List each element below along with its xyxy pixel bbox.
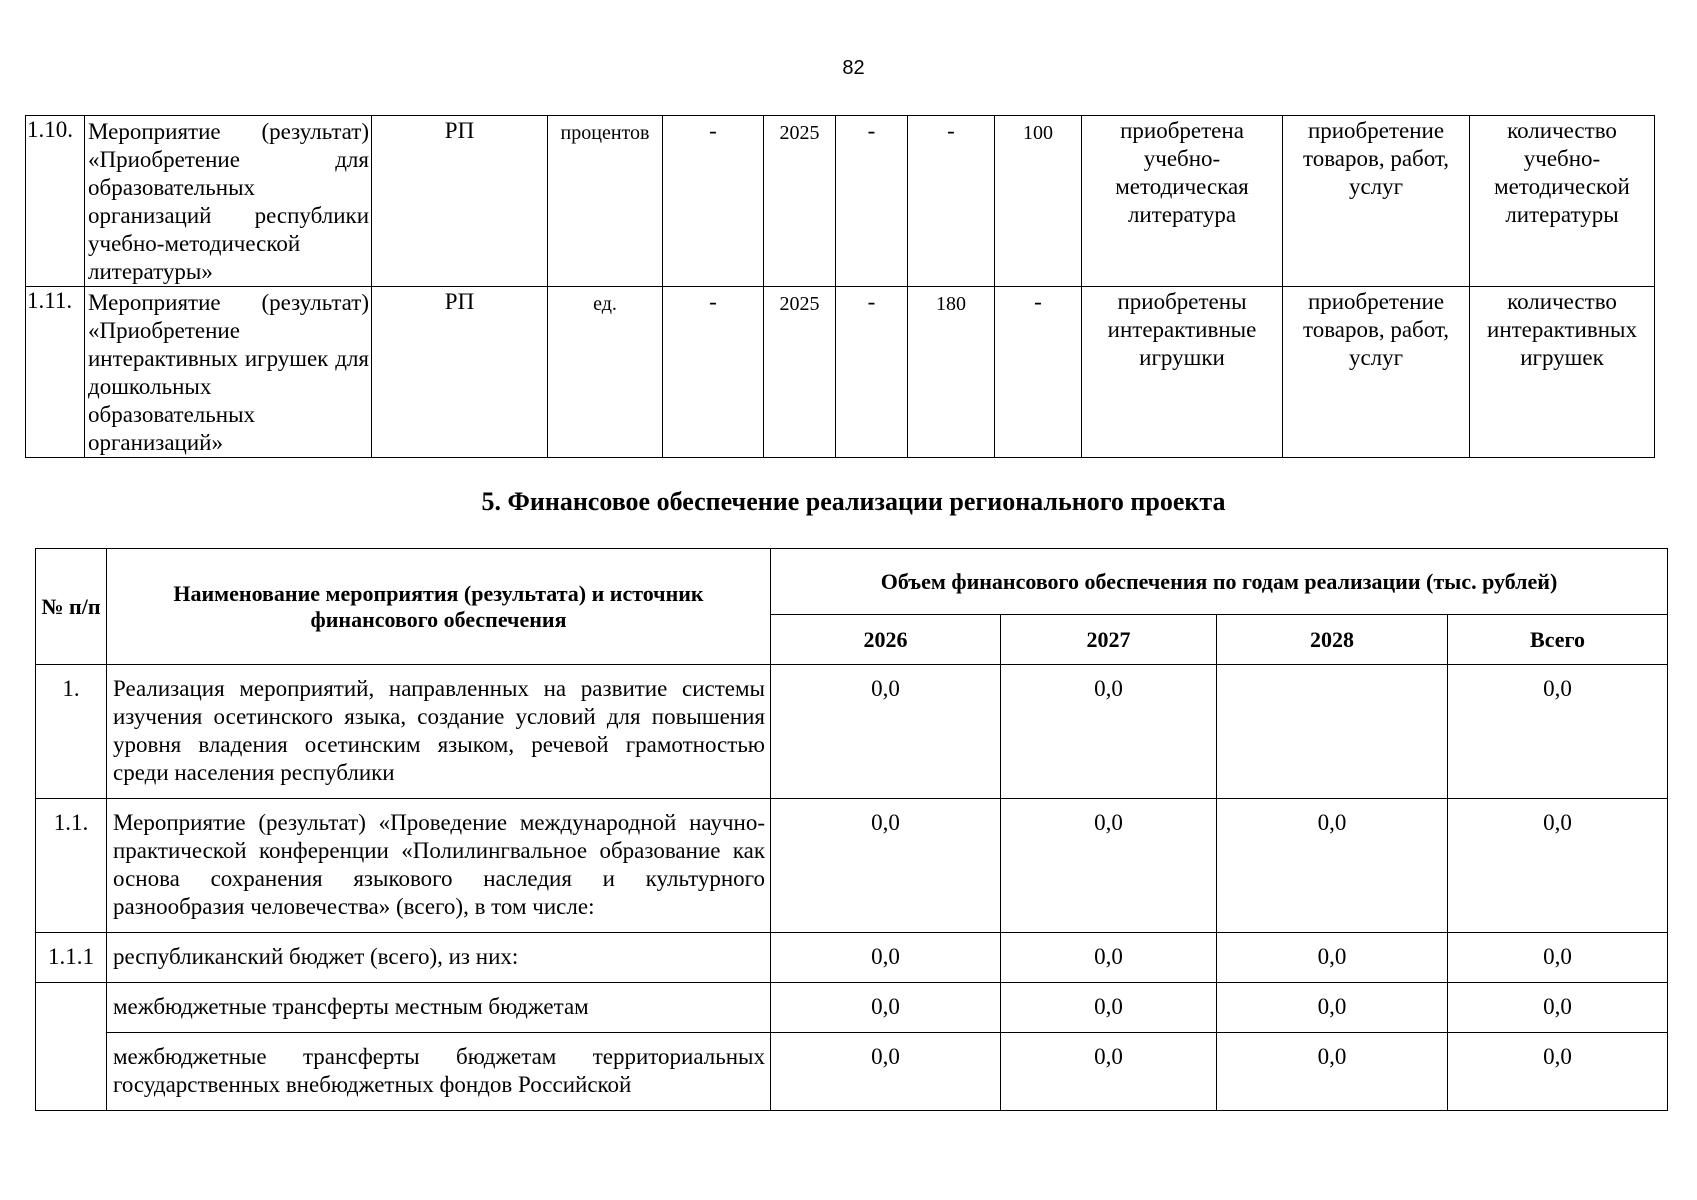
level-cell: РП xyxy=(372,116,548,287)
characteristic-cell: количество учебно-методической литературы xyxy=(1470,116,1655,287)
value-2027: 0,0 xyxy=(1001,933,1217,983)
value-cell: 100 xyxy=(995,116,1082,287)
value-total: 0,0 xyxy=(1448,1033,1668,1111)
table-row xyxy=(36,1033,1668,1111)
base-value-cell: - xyxy=(663,287,764,458)
type-cell: приобретение товаров, работ, услуг xyxy=(1283,116,1470,287)
table-row xyxy=(26,287,1655,458)
row-number: 1.11. xyxy=(26,287,85,458)
value-2027: 0,0 xyxy=(1001,799,1217,933)
col-header-2027: 2027 xyxy=(1001,615,1217,665)
value-cell: - xyxy=(836,287,908,458)
table-row xyxy=(36,933,1668,983)
table-row xyxy=(36,665,1668,799)
table-row xyxy=(36,983,1668,1033)
event-name: межбюджетные трансферты бюджетам территориальных государственных внебюджетных фондов Российской xyxy=(107,1033,771,1111)
row-number xyxy=(36,983,107,1111)
row-number: 1.10. xyxy=(26,116,85,287)
event-name: Мероприятие (результат) «Проведение международной научно-практической конференции «Полилингвальное образование как основа сохранения языкового наследия и культурного разнообразия человечества» (всего), в том числе: xyxy=(107,799,771,933)
event-name: Реализация мероприятий, направленных на развитие системы изучения осетинского языка, создание условий для повышения уровня владения осетинским языком, речевой грамотностью среди населения республики xyxy=(107,665,771,799)
col-header-name: Наименование мероприятия (результата) и источник финансового обеспечения xyxy=(107,549,771,665)
value-2027: 0,0 xyxy=(1001,665,1217,799)
value-2026: 0,0 xyxy=(771,799,1001,933)
value-cell: - xyxy=(995,287,1082,458)
col-header-total: Всего xyxy=(1448,615,1668,665)
table-row xyxy=(26,116,1655,287)
value-2028: 0,0 xyxy=(1217,799,1448,933)
year-cell: 2025 xyxy=(764,116,836,287)
row-number: 1. xyxy=(36,665,107,799)
value-2026: 0,0 xyxy=(771,933,1001,983)
value-2028 xyxy=(1217,665,1448,799)
value-2028: 0,0 xyxy=(1217,1033,1448,1111)
value-total: 0,0 xyxy=(1448,983,1668,1033)
event-name: республиканский бюджет (всего), из них: xyxy=(107,933,771,983)
value-2026: 0,0 xyxy=(771,1033,1001,1111)
header-row xyxy=(36,549,1668,615)
result-cell: приобретена учебно-методическая литература xyxy=(1082,116,1283,287)
value-2027: 0,0 xyxy=(1001,1033,1217,1111)
value-2026: 0,0 xyxy=(771,983,1001,1033)
table-row xyxy=(36,799,1668,933)
result-cell: приобретены интерактивные игрушки xyxy=(1082,287,1283,458)
value-2026: 0,0 xyxy=(771,665,1001,799)
level-cell: РП xyxy=(372,287,548,458)
col-header-2026: 2026 xyxy=(771,615,1001,665)
col-header-number: № п/п xyxy=(36,549,107,665)
value-2028: 0,0 xyxy=(1217,933,1448,983)
value-2027: 0,0 xyxy=(1001,983,1217,1033)
characteristic-cell: количество интерактивных игрушек xyxy=(1470,287,1655,458)
base-value-cell: - xyxy=(663,116,764,287)
event-name: Мероприятие (результат) «Приобретение для образовательных организаций республики учебно-методической литературы» xyxy=(85,116,372,287)
section-title: 5. Финансовое обеспечение реализации регионального проекта xyxy=(481,487,1226,516)
event-name: межбюджетные трансферты местным бюджетам xyxy=(107,983,771,1033)
financing-table xyxy=(35,548,1668,1111)
page-number: 82 xyxy=(842,57,865,79)
value-total: 0,0 xyxy=(1448,799,1668,933)
value-cell: 180 xyxy=(908,287,995,458)
value-total: 0,0 xyxy=(1448,665,1668,799)
value-2028: 0,0 xyxy=(1217,983,1448,1033)
col-header-2028: 2028 xyxy=(1217,615,1448,665)
results-table-continuation xyxy=(25,115,1655,458)
value-total: 0,0 xyxy=(1448,933,1668,983)
event-name: Мероприятие (результат) «Приобретение интерактивных игрушек для дошкольных образовательных организаций» xyxy=(85,287,372,458)
value-cell: - xyxy=(908,116,995,287)
year-cell: 2025 xyxy=(764,287,836,458)
type-cell: приобретение товаров, работ, услуг xyxy=(1283,287,1470,458)
unit-cell: процентов xyxy=(548,116,663,287)
unit-cell: ед. xyxy=(548,287,663,458)
col-header-volume: Объем финансового обеспечения по годам реализации (тыс. рублей) xyxy=(771,549,1668,615)
row-number: 1.1. xyxy=(36,799,107,933)
row-number: 1.1.1 xyxy=(36,933,107,983)
value-cell: - xyxy=(836,116,908,287)
